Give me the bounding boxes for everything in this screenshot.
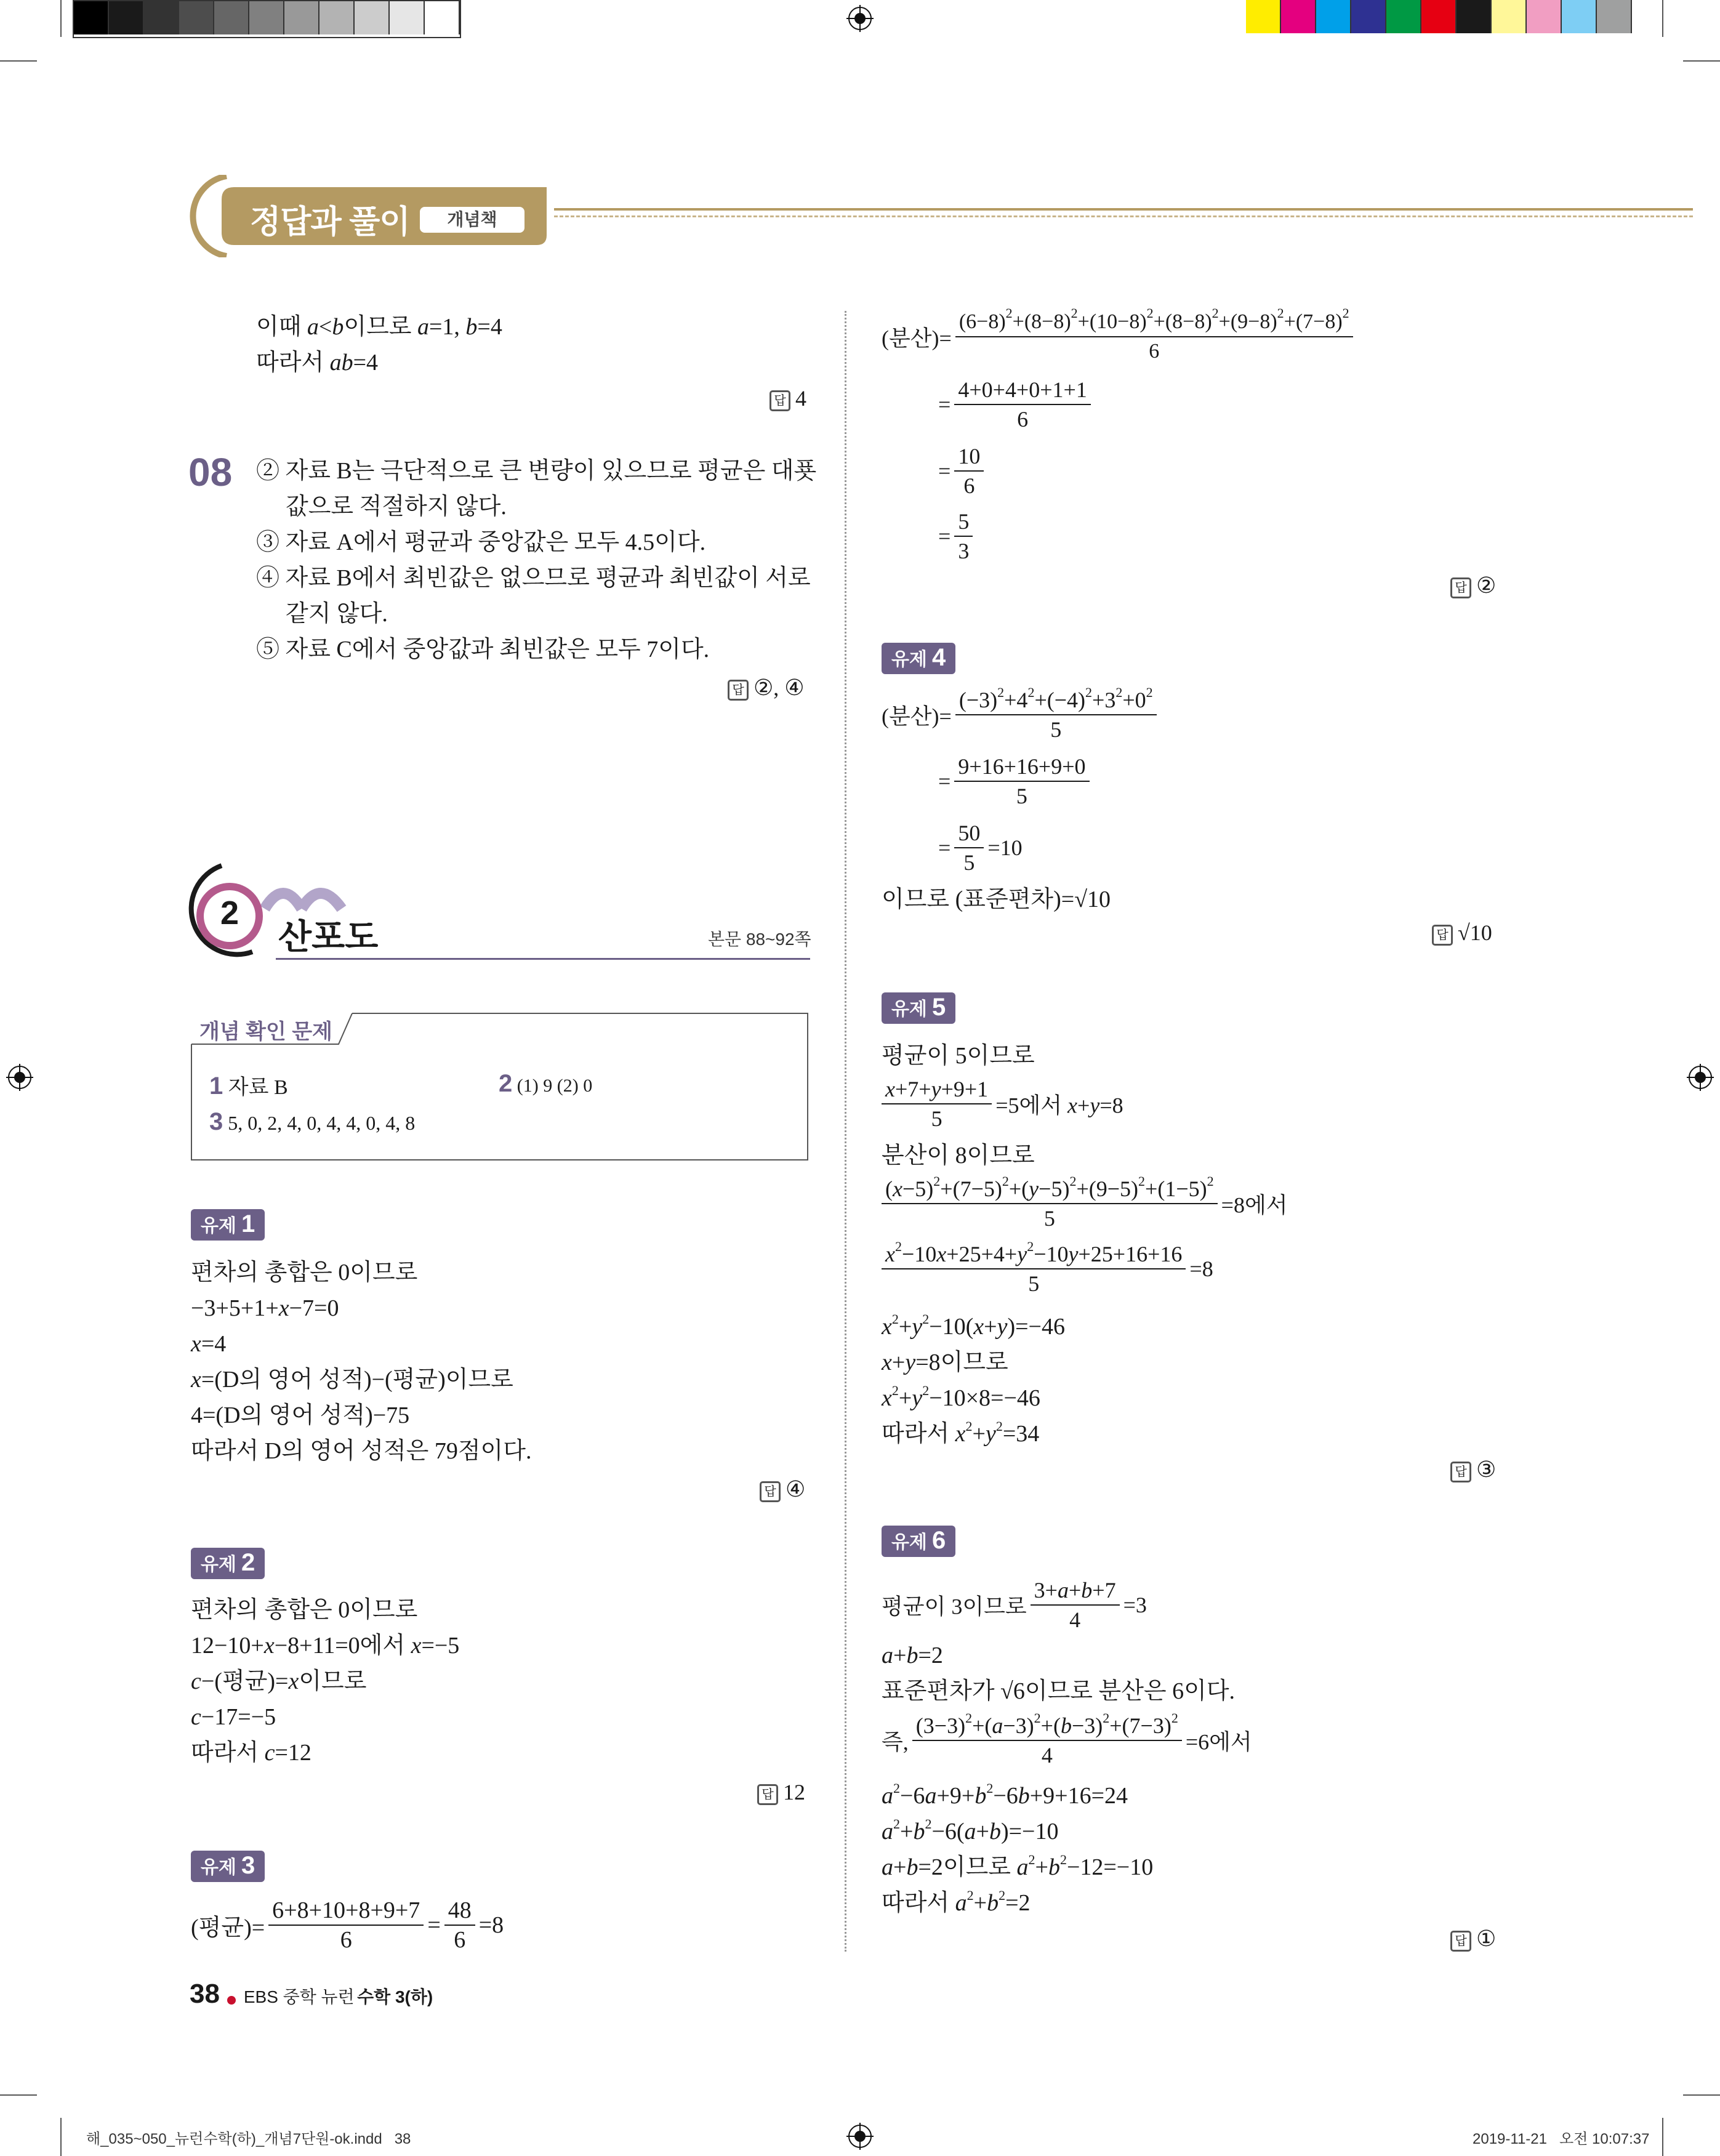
color-swatch — [1316, 0, 1351, 33]
example-body — [191, 1255, 531, 1469]
book-subject: 수학 3(하) — [357, 1987, 433, 2006]
section-heading — [172, 859, 813, 964]
example-tag: 유제 3 — [191, 1851, 265, 1882]
answer-mark — [1450, 573, 1496, 598]
q08-line: 같지 않다. — [286, 601, 388, 627]
answer-value: ③ — [1476, 1457, 1497, 1482]
ex6-line: a+b=2이므로 $a^2+b^2-12=-10$ — [882, 1852, 1154, 1880]
answer-icon: 답 — [770, 390, 790, 411]
q08-line: ④ 자료 B에서 최빈값은 없으므로 평균과 최빈값이 서로 — [256, 565, 811, 591]
print-date: 2019-11-21 오전 10:07:37 — [1473, 2131, 1650, 2147]
crop-line — [1683, 60, 1720, 62]
ex5-steps — [882, 1309, 1065, 1452]
answer-icon: 답 — [1432, 925, 1453, 946]
ex5-line: $x^2+y^2-10\times 8=-46$ — [882, 1383, 1040, 1411]
header-badge: 개념책 — [420, 207, 524, 233]
prev-line: 따라서 ab=4 — [256, 350, 379, 376]
crop-line — [0, 2094, 37, 2096]
registration-mark-bottom — [846, 2123, 874, 2150]
answer-icon: 답 — [1450, 577, 1471, 598]
ex5-line: x+y=8이므로 — [882, 1350, 1008, 1375]
q08-line: ③ 자료 A에서 평균과 중앙값은 모두 4.5이다. — [256, 529, 706, 555]
color-swatch — [1562, 0, 1597, 33]
variance-formula: (분산)= $\frac{(6-8)^2+(8-8)^2+(10-8)^2+(8-8)^2+(9-8)^2+(7-8)^2}{6}$ — [882, 308, 1357, 366]
section-title: 산포도 — [278, 917, 379, 956]
ex2-line: 12−10+x−8+11=0에서 x=−5 — [191, 1633, 460, 1659]
color-swatch-bar — [1246, 0, 1632, 36]
variance-step: = $\frac{9+16+16+9+0}{5}$ — [938, 752, 1093, 810]
answer-icon: 답 — [1450, 1931, 1471, 1952]
example-tag: 유제 1 — [191, 1209, 265, 1241]
color-swatch — [1457, 0, 1492, 33]
ex2-line: c−(평균)=x이므로 — [191, 1668, 367, 1694]
color-swatch — [1351, 0, 1386, 33]
ex6-steps — [882, 1778, 1153, 1921]
section-pages: 본문 88~92쪽 — [708, 930, 811, 949]
ex1-line: −3+5+1+x−7=0 — [191, 1295, 339, 1321]
registration-mark-left — [6, 1064, 33, 1091]
answer-mark — [1432, 920, 1492, 946]
variance-step: = $\frac{5}{3}$ — [938, 507, 976, 565]
prev-line: 이때 a<b이므로 a=1, b=4 — [256, 314, 502, 340]
color-swatch — [355, 1, 390, 34]
variance-formula: $\frac{(x-5)^2+(7-5)^2+(y-5)^2+(9-5)^2+(1-5)^2}{5}$ =8에서 — [878, 1175, 1288, 1233]
color-swatch — [284, 1, 319, 34]
variance-formula: $\frac{x^2-10x+25+4+y^2-10y+25+16+16}{5}$ =8 — [878, 1240, 1213, 1298]
ex5-line: 평균이 5이므로 — [882, 1043, 1035, 1069]
example-tag: 유제 5 — [882, 992, 955, 1024]
mean-formula: $\frac{x+7+y+9+1}{5}$ =5에서 x+y=8 — [878, 1075, 1123, 1133]
variance-step: = $\frac{10}{6}$ — [938, 442, 987, 500]
page-title: 정답과 풀이 — [250, 204, 410, 240]
color-swatch — [249, 1, 284, 34]
concept-item: 1 자료 B — [209, 1072, 288, 1100]
variance-step: = $\frac{50}{5}$ =10 — [938, 819, 1023, 877]
answer-value: ④ — [786, 1477, 806, 1502]
ex6-line: $a^2-6a+9+b^2-6b+9+16=24$ — [882, 1780, 1128, 1809]
q08-body — [256, 453, 817, 667]
book-title: EBS 중학 뉴런 — [243, 1987, 355, 2006]
color-swatch — [109, 1, 144, 34]
variance-formula: 즉, $\frac{(3-3)^2+(a-3)^2+(b-3)^2+(7-3)^2}{4}$ =6에서 — [882, 1710, 1252, 1768]
page-footer — [190, 1979, 433, 2009]
example-body — [191, 1592, 459, 1771]
answer-mark — [760, 1476, 805, 1502]
example-tag: 유제 4 — [882, 643, 955, 674]
crop-line — [1662, 0, 1663, 37]
color-swatch — [425, 1, 460, 34]
q08-line: ② 자료 B는 극단적으로 큰 변량이 있으므로 평균은 대푯 — [256, 458, 817, 484]
mean-formula: (평균)= $\frac{6+8+10+8+9+7}{6}$ = $\frac{48}{6}$ =8 — [191, 1897, 504, 1953]
section-underline — [276, 958, 810, 960]
ex6-line: 표준편차가 √6이므로 분산은 6이다. — [882, 1678, 1236, 1704]
color-swatch — [1597, 0, 1632, 33]
crop-line — [1662, 2118, 1663, 2156]
answer-value: 12 — [783, 1780, 805, 1804]
crop-line — [60, 2118, 62, 2156]
ex2-line: 따라서 c=12 — [191, 1740, 311, 1766]
crop-line — [0, 60, 37, 62]
registration-mark-right — [1687, 1064, 1714, 1091]
color-swatch — [144, 1, 179, 34]
answer-mark — [770, 385, 806, 411]
mean-formula: 평균이 3이므로 $\frac{3+a+b+7}{4}$ =3 — [882, 1576, 1147, 1634]
color-swatch — [1421, 0, 1457, 33]
answer-icon: 답 — [760, 1481, 781, 1502]
ex5-line: 분산이 8이므로 — [882, 1143, 1035, 1169]
example-tag: 유제 6 — [882, 1526, 955, 1557]
ex1-line: x=(D의 영어 성적)−(평균)이므로 — [191, 1367, 513, 1393]
ex6-line: $a^2+b^2-6(a+b)=-10$ — [882, 1816, 1059, 1844]
crop-line — [60, 0, 62, 37]
concept-item: 2 (1) 9 (2) 0 — [499, 1070, 593, 1097]
color-swatch — [1246, 0, 1281, 33]
ex2-line: c−17=−5 — [191, 1704, 276, 1730]
color-swatch — [1281, 0, 1316, 33]
ex1-line: 편차의 총합은 0이므로 — [191, 1260, 418, 1285]
file-info: 해_035~050_뉴런수학(하)_개념7단원-ok.indd 38 — [86, 2131, 411, 2147]
header-banner — [177, 175, 1698, 257]
ex1-line: x=4 — [191, 1331, 227, 1357]
variance-step: = $\frac{4+0+4+0+1+1}{6}$ — [938, 376, 1095, 433]
answer-value: ① — [1476, 1926, 1497, 1951]
color-swatch — [1492, 0, 1527, 33]
answer-mark — [1450, 1926, 1496, 1952]
concept-item: 3 5, 0, 2, 4, 0, 4, 4, 0, 4, 8 — [209, 1108, 416, 1135]
crop-line — [1683, 2094, 1720, 2096]
answer-icon: 답 — [757, 1784, 778, 1805]
bullet-icon — [227, 1996, 236, 2005]
page-number: 38 — [190, 1979, 220, 2009]
gray-swatch-bar — [73, 0, 461, 38]
answer-value: ② — [1476, 573, 1497, 598]
concept-title: 개념 확인 문제 — [199, 1020, 332, 1044]
color-swatch — [74, 1, 109, 34]
sd-line: 이므로 (표준편차)=√10 — [882, 887, 1111, 912]
answer-value: ②, ④ — [754, 675, 805, 700]
ex1-line: 따라서 D의 영어 성적은 79점이다. — [191, 1438, 532, 1464]
color-swatch — [1527, 0, 1562, 33]
answer-icon: 답 — [728, 680, 749, 701]
ex5-line: 따라서 $x^2+y^2=34$ — [882, 1418, 1040, 1447]
q08-line: ⑤ 자료 C에서 중앙값과 최빈값은 모두 7이다. — [256, 637, 710, 662]
ex6-line: 따라서 $a^2+b^2=2$ — [882, 1888, 1031, 1916]
color-swatch — [1386, 0, 1421, 33]
variance-formula: (분산)= $\frac{(-3)^2+4^2+(-4)^2+3^2+0^2}{5}$ — [882, 686, 1160, 744]
answer-mark — [728, 675, 805, 701]
answer-value: √10 — [1458, 920, 1492, 945]
ex6-line: a+b=2 — [882, 1643, 943, 1668]
header-divider — [554, 215, 1693, 217]
registration-mark-top — [846, 5, 874, 32]
concept-box — [191, 1012, 808, 1160]
question-number: 08 — [188, 450, 233, 494]
answer-value: 4 — [795, 386, 806, 411]
color-swatch — [214, 1, 249, 34]
ex2-line: 편차의 총합은 0이므로 — [191, 1597, 418, 1623]
section-number: 2 — [220, 895, 239, 931]
column-divider — [845, 311, 846, 1952]
color-swatch — [319, 1, 355, 34]
answer-icon: 답 — [1450, 1462, 1471, 1482]
q08-line: 값으로 적절하지 않다. — [286, 494, 507, 520]
ex1-line: 4=(D의 영어 성적)−75 — [191, 1402, 410, 1428]
color-swatch — [179, 1, 214, 34]
answer-mark — [757, 1779, 805, 1805]
color-swatch — [390, 1, 425, 34]
header-divider — [554, 208, 1693, 211]
ex5-line: $x^2+y^2-10(x+y)=-46$ — [882, 1311, 1065, 1340]
answer-mark — [1450, 1457, 1496, 1482]
example-tag: 유제 2 — [191, 1548, 265, 1579]
